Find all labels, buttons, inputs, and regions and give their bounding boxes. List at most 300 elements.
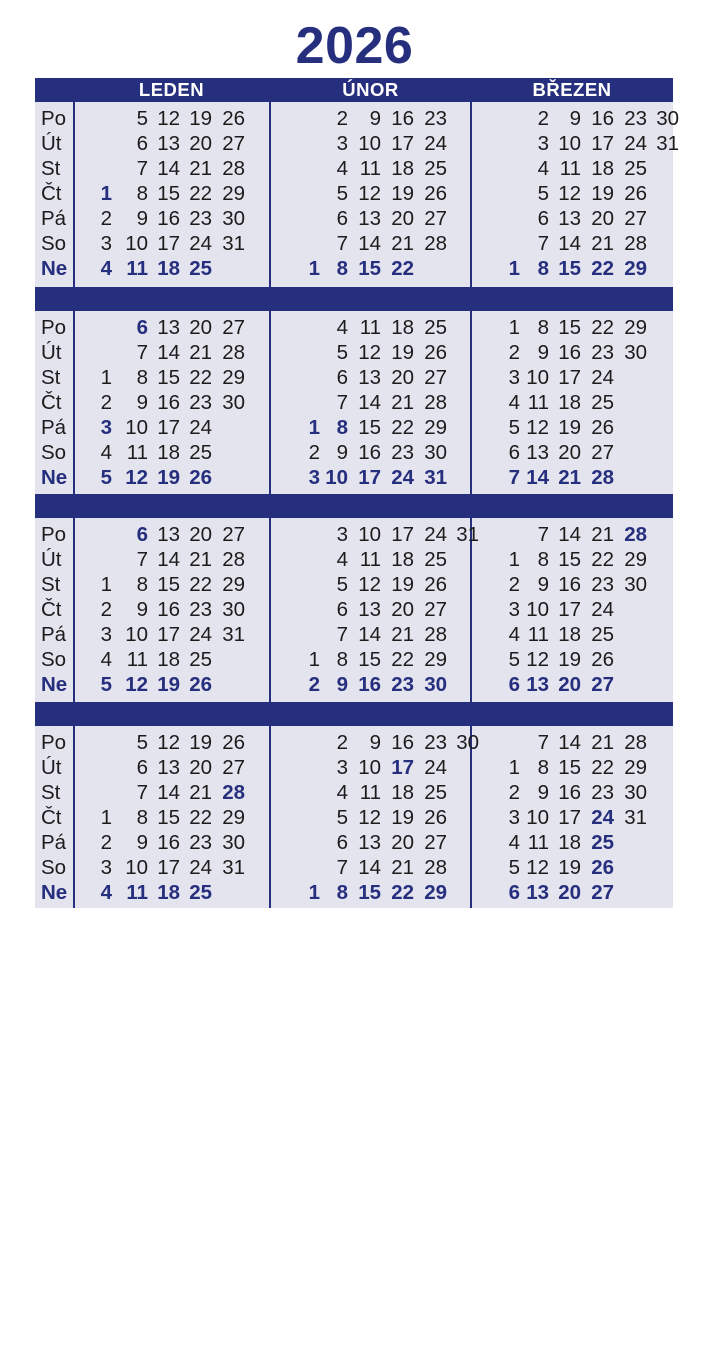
day-number: 7 bbox=[537, 523, 549, 546]
day-number: 13 bbox=[358, 831, 381, 854]
day-number: 20 bbox=[189, 523, 212, 546]
day-number: 29 bbox=[424, 881, 447, 904]
day-number: 24 bbox=[189, 856, 212, 879]
day-number: 15 bbox=[157, 366, 180, 389]
day-number: 19 bbox=[157, 673, 180, 696]
day-number: 13 bbox=[526, 673, 549, 696]
day-number: 2 bbox=[508, 573, 520, 596]
day-number: 11 bbox=[126, 881, 148, 904]
day-number: 27 bbox=[424, 207, 447, 230]
weekday-label: Ne bbox=[41, 466, 68, 489]
day-number: 4 bbox=[100, 257, 112, 280]
day-number: 18 bbox=[391, 781, 414, 804]
day-number: 17 bbox=[358, 466, 381, 489]
month-name: BŘEZEN bbox=[532, 79, 612, 100]
day-number: 9 bbox=[136, 831, 148, 854]
day-number: 9 bbox=[136, 598, 148, 621]
weekday-label: Po bbox=[41, 523, 67, 546]
day-number: 26 bbox=[222, 731, 245, 754]
day-number: 23 bbox=[424, 731, 447, 754]
day-number: 12 bbox=[526, 856, 549, 879]
day-number: 28 bbox=[624, 523, 647, 546]
day-number: 20 bbox=[558, 673, 581, 696]
day-number: 12 bbox=[157, 731, 180, 754]
weekday-label: St bbox=[41, 781, 61, 804]
day-number: 19 bbox=[391, 182, 414, 205]
day-number: 3 bbox=[336, 523, 348, 546]
day-number: 20 bbox=[189, 316, 212, 339]
day-number: 26 bbox=[424, 182, 447, 205]
day-number: 28 bbox=[222, 157, 245, 180]
day-number: 6 bbox=[136, 316, 148, 339]
day-number: 17 bbox=[157, 416, 180, 439]
day-number: 24 bbox=[189, 416, 212, 439]
day-number: 2 bbox=[100, 207, 112, 230]
day-number: 2 bbox=[508, 781, 520, 804]
day-number: 24 bbox=[424, 523, 447, 546]
day-number: 29 bbox=[624, 756, 647, 779]
day-number: 16 bbox=[391, 107, 414, 130]
day-number: 25 bbox=[591, 391, 614, 414]
day-number: 23 bbox=[591, 573, 614, 596]
day-number: 5 bbox=[336, 182, 348, 205]
day-number: 25 bbox=[189, 648, 212, 671]
day-number: 11 bbox=[527, 623, 549, 646]
day-number: 3 bbox=[537, 132, 549, 155]
day-number: 17 bbox=[591, 132, 614, 155]
day-number: 8 bbox=[336, 648, 348, 671]
day-number: 22 bbox=[391, 881, 414, 904]
day-number: 10 bbox=[325, 466, 348, 489]
day-number: 16 bbox=[591, 107, 614, 130]
day-number: 2 bbox=[336, 107, 348, 130]
day-number: 14 bbox=[558, 523, 581, 546]
day-number: 28 bbox=[222, 341, 245, 364]
day-number: 11 bbox=[126, 441, 148, 464]
day-number: 10 bbox=[558, 132, 581, 155]
day-number: 14 bbox=[358, 856, 381, 879]
day-number: 11 bbox=[126, 648, 148, 671]
day-number: 27 bbox=[624, 207, 647, 230]
day-number: 18 bbox=[157, 648, 180, 671]
day-number: 31 bbox=[424, 466, 447, 489]
weekday-label: Čt bbox=[41, 806, 62, 829]
day-number: 18 bbox=[558, 391, 581, 414]
day-number: 20 bbox=[391, 598, 414, 621]
column-divider bbox=[269, 311, 271, 494]
day-number: 8 bbox=[136, 573, 148, 596]
day-number: 15 bbox=[157, 182, 180, 205]
day-number: 16 bbox=[358, 673, 381, 696]
day-number: 12 bbox=[526, 648, 549, 671]
day-number: 26 bbox=[424, 573, 447, 596]
day-number: 6 bbox=[336, 598, 348, 621]
day-number: 5 bbox=[537, 182, 549, 205]
day-number: 25 bbox=[624, 157, 647, 180]
weekday-label: Ne bbox=[41, 257, 68, 280]
weekday-label: St bbox=[41, 366, 61, 389]
calendar-grid bbox=[35, 78, 679, 1348]
day-number: 8 bbox=[136, 806, 148, 829]
day-number: 21 bbox=[591, 731, 614, 754]
day-number: 19 bbox=[391, 573, 414, 596]
day-number: 5 bbox=[336, 573, 348, 596]
day-number: 1 bbox=[100, 366, 112, 389]
day-number: 23 bbox=[624, 107, 647, 130]
column-divider bbox=[73, 311, 75, 494]
day-number: 16 bbox=[558, 573, 581, 596]
day-number: 27 bbox=[424, 598, 447, 621]
day-number: 13 bbox=[157, 756, 180, 779]
day-number: 8 bbox=[136, 366, 148, 389]
day-number: 28 bbox=[624, 232, 647, 255]
day-number: 30 bbox=[222, 598, 245, 621]
day-number: 24 bbox=[591, 366, 614, 389]
day-number: 30 bbox=[456, 731, 479, 754]
day-number: 18 bbox=[591, 157, 614, 180]
day-number: 14 bbox=[157, 548, 180, 571]
day-number: 15 bbox=[558, 257, 581, 280]
day-number: 14 bbox=[358, 391, 381, 414]
weekday-label: Ne bbox=[41, 881, 68, 904]
day-number: 11 bbox=[527, 831, 549, 854]
day-number: 19 bbox=[157, 466, 180, 489]
day-number: 7 bbox=[336, 391, 348, 414]
day-number: 24 bbox=[424, 132, 447, 155]
day-number: 13 bbox=[526, 441, 549, 464]
day-number: 16 bbox=[558, 341, 581, 364]
day-number: 19 bbox=[591, 182, 614, 205]
day-number: 29 bbox=[624, 257, 647, 280]
day-number: 6 bbox=[508, 673, 520, 696]
day-number: 17 bbox=[157, 623, 180, 646]
day-number: 9 bbox=[537, 781, 549, 804]
day-number: 20 bbox=[391, 366, 414, 389]
day-number: 11 bbox=[359, 548, 381, 571]
day-number: 20 bbox=[591, 207, 614, 230]
day-number: 17 bbox=[391, 756, 414, 779]
weekday-label: Čt bbox=[41, 598, 62, 621]
day-number: 12 bbox=[125, 673, 148, 696]
day-number: 25 bbox=[591, 831, 614, 854]
day-number: 7 bbox=[508, 466, 520, 489]
column-divider bbox=[269, 102, 271, 287]
day-number: 29 bbox=[424, 648, 447, 671]
weekday-label: Pá bbox=[41, 416, 67, 439]
day-number: 18 bbox=[391, 157, 414, 180]
day-number: 14 bbox=[358, 623, 381, 646]
day-number: 17 bbox=[558, 806, 581, 829]
day-number: 25 bbox=[424, 548, 447, 571]
day-number: 18 bbox=[558, 623, 581, 646]
day-number: 5 bbox=[508, 648, 520, 671]
day-number: 23 bbox=[189, 207, 212, 230]
day-number: 15 bbox=[558, 316, 581, 339]
day-number: 13 bbox=[358, 207, 381, 230]
day-number: 9 bbox=[136, 207, 148, 230]
day-number: 1 bbox=[308, 648, 320, 671]
day-number: 6 bbox=[537, 207, 549, 230]
day-number: 7 bbox=[336, 623, 348, 646]
weekday-label: Út bbox=[41, 132, 62, 155]
day-number: 30 bbox=[222, 207, 245, 230]
weekday-label: St bbox=[41, 573, 61, 596]
month-header-band bbox=[35, 287, 673, 311]
day-number: 14 bbox=[157, 341, 180, 364]
day-number: 7 bbox=[136, 157, 148, 180]
day-number: 13 bbox=[558, 207, 581, 230]
weekday-label: So bbox=[41, 856, 67, 879]
day-number: 26 bbox=[591, 416, 614, 439]
day-number: 27 bbox=[424, 366, 447, 389]
day-number: 9 bbox=[369, 731, 381, 754]
day-number: 18 bbox=[157, 257, 180, 280]
day-number: 27 bbox=[222, 756, 245, 779]
day-number: 22 bbox=[591, 756, 614, 779]
day-number: 9 bbox=[136, 391, 148, 414]
day-number: 22 bbox=[391, 257, 414, 280]
day-number: 18 bbox=[391, 316, 414, 339]
day-number: 28 bbox=[424, 232, 447, 255]
day-number: 30 bbox=[624, 341, 647, 364]
day-number: 8 bbox=[537, 548, 549, 571]
day-number: 13 bbox=[358, 366, 381, 389]
day-number: 8 bbox=[336, 416, 348, 439]
day-number: 31 bbox=[456, 523, 479, 546]
month-name: SRPEN bbox=[337, 911, 404, 932]
day-number: 8 bbox=[136, 182, 148, 205]
day-number: 8 bbox=[537, 756, 549, 779]
day-number: 21 bbox=[189, 157, 212, 180]
day-number: 23 bbox=[591, 341, 614, 364]
day-number: 19 bbox=[391, 341, 414, 364]
month-name: ÚNOR bbox=[342, 79, 399, 100]
day-number: 29 bbox=[624, 548, 647, 571]
day-number: 29 bbox=[222, 182, 245, 205]
day-number: 22 bbox=[189, 182, 212, 205]
day-number: 4 bbox=[508, 391, 520, 414]
day-number: 31 bbox=[222, 623, 245, 646]
month-name: LISTOPAD bbox=[322, 1327, 419, 1348]
weekday-label: St bbox=[41, 157, 61, 180]
day-number: 14 bbox=[526, 466, 549, 489]
day-number: 3 bbox=[100, 623, 112, 646]
day-number: 22 bbox=[391, 416, 414, 439]
day-number: 30 bbox=[424, 441, 447, 464]
day-number: 14 bbox=[157, 781, 180, 804]
column-divider bbox=[269, 518, 271, 702]
day-number: 17 bbox=[391, 132, 414, 155]
day-number: 31 bbox=[656, 132, 679, 155]
day-number: 28 bbox=[591, 466, 614, 489]
weekday-label: Pá bbox=[41, 207, 67, 230]
day-number: 27 bbox=[591, 441, 614, 464]
weekday-label: So bbox=[41, 232, 67, 255]
month-name: ČERVENEC bbox=[118, 911, 225, 932]
day-number: 15 bbox=[157, 806, 180, 829]
day-number: 24 bbox=[424, 756, 447, 779]
day-number: 10 bbox=[125, 232, 148, 255]
day-number: 10 bbox=[125, 856, 148, 879]
day-number: 13 bbox=[157, 132, 180, 155]
day-number: 26 bbox=[624, 182, 647, 205]
day-number: 4 bbox=[336, 157, 348, 180]
day-number: 1 bbox=[508, 316, 520, 339]
weekday-label: So bbox=[41, 648, 67, 671]
day-number: 15 bbox=[358, 257, 381, 280]
day-number: 15 bbox=[558, 756, 581, 779]
day-number: 12 bbox=[558, 182, 581, 205]
day-number: 31 bbox=[624, 806, 647, 829]
day-number: 10 bbox=[526, 366, 549, 389]
day-number: 17 bbox=[157, 232, 180, 255]
day-number: 4 bbox=[336, 548, 348, 571]
day-number: 27 bbox=[591, 881, 614, 904]
day-number: 25 bbox=[424, 781, 447, 804]
month-header-band bbox=[35, 78, 673, 102]
day-number: 23 bbox=[189, 391, 212, 414]
day-number: 2 bbox=[100, 391, 112, 414]
day-number: 13 bbox=[157, 316, 180, 339]
day-number: 26 bbox=[591, 648, 614, 671]
day-number: 5 bbox=[336, 806, 348, 829]
day-number: 5 bbox=[100, 466, 112, 489]
day-number: 8 bbox=[336, 257, 348, 280]
day-number: 15 bbox=[157, 573, 180, 596]
column-divider bbox=[73, 102, 75, 287]
day-number: 21 bbox=[591, 232, 614, 255]
weekday-label: Po bbox=[41, 316, 67, 339]
day-number: 22 bbox=[189, 573, 212, 596]
day-number: 19 bbox=[558, 648, 581, 671]
day-number: 25 bbox=[424, 157, 447, 180]
day-number: 2 bbox=[537, 107, 549, 130]
day-number: 2 bbox=[308, 441, 320, 464]
day-number: 14 bbox=[558, 232, 581, 255]
day-number: 31 bbox=[222, 856, 245, 879]
day-number: 5 bbox=[136, 107, 148, 130]
day-number: 21 bbox=[391, 391, 414, 414]
month-name: ZÁŘÍ bbox=[549, 911, 595, 932]
day-number: 23 bbox=[391, 673, 414, 696]
day-number: 12 bbox=[358, 573, 381, 596]
day-number: 28 bbox=[424, 391, 447, 414]
day-number: 15 bbox=[358, 416, 381, 439]
day-number: 27 bbox=[591, 673, 614, 696]
day-number: 12 bbox=[358, 806, 381, 829]
day-number: 4 bbox=[537, 157, 549, 180]
day-number: 25 bbox=[424, 316, 447, 339]
day-number: 16 bbox=[157, 598, 180, 621]
day-number: 2 bbox=[508, 341, 520, 364]
day-number: 21 bbox=[391, 623, 414, 646]
day-number: 24 bbox=[591, 598, 614, 621]
day-number: 3 bbox=[100, 416, 112, 439]
day-number: 27 bbox=[424, 831, 447, 854]
day-number: 19 bbox=[558, 416, 581, 439]
day-number: 10 bbox=[526, 598, 549, 621]
day-number: 22 bbox=[189, 366, 212, 389]
day-number: 3 bbox=[508, 806, 520, 829]
day-number: 11 bbox=[527, 391, 549, 414]
day-number: 30 bbox=[222, 391, 245, 414]
day-number: 3 bbox=[100, 856, 112, 879]
day-number: 17 bbox=[558, 366, 581, 389]
day-number: 25 bbox=[189, 257, 212, 280]
column-divider bbox=[470, 102, 472, 287]
day-number: 8 bbox=[537, 257, 549, 280]
day-number: 1 bbox=[100, 182, 112, 205]
day-number: 27 bbox=[222, 316, 245, 339]
day-number: 22 bbox=[391, 648, 414, 671]
day-number: 28 bbox=[424, 856, 447, 879]
day-number: 20 bbox=[391, 207, 414, 230]
day-number: 22 bbox=[189, 806, 212, 829]
day-number: 16 bbox=[358, 441, 381, 464]
day-number: 10 bbox=[125, 623, 148, 646]
month-name: ŘÍJEN bbox=[143, 1327, 200, 1348]
day-number: 11 bbox=[359, 316, 381, 339]
day-number: 7 bbox=[136, 548, 148, 571]
day-number: 28 bbox=[222, 781, 245, 804]
day-number: 24 bbox=[591, 806, 614, 829]
day-number: 18 bbox=[157, 441, 180, 464]
day-number: 1 bbox=[308, 416, 320, 439]
day-number: 26 bbox=[424, 341, 447, 364]
day-number: 4 bbox=[100, 881, 112, 904]
day-number: 13 bbox=[358, 598, 381, 621]
day-number: 10 bbox=[358, 132, 381, 155]
day-number: 6 bbox=[508, 441, 520, 464]
day-number: 6 bbox=[136, 132, 148, 155]
day-number: 21 bbox=[189, 781, 212, 804]
day-number: 16 bbox=[157, 207, 180, 230]
day-number: 25 bbox=[189, 881, 212, 904]
day-number: 23 bbox=[189, 598, 212, 621]
day-number: 19 bbox=[189, 731, 212, 754]
day-number: 28 bbox=[424, 623, 447, 646]
weekday-label: Čt bbox=[41, 391, 62, 414]
day-number: 15 bbox=[558, 548, 581, 571]
day-number: 2 bbox=[308, 673, 320, 696]
day-number: 16 bbox=[558, 781, 581, 804]
day-number: 7 bbox=[136, 781, 148, 804]
day-number: 1 bbox=[308, 257, 320, 280]
day-number: 5 bbox=[100, 673, 112, 696]
weekday-label: Út bbox=[41, 548, 62, 571]
day-number: 17 bbox=[157, 856, 180, 879]
day-number: 19 bbox=[391, 806, 414, 829]
day-number: 19 bbox=[558, 856, 581, 879]
day-number: 2 bbox=[336, 731, 348, 754]
day-number: 4 bbox=[336, 316, 348, 339]
day-number: 29 bbox=[222, 806, 245, 829]
weekday-label: Ne bbox=[41, 673, 68, 696]
day-number: 16 bbox=[391, 731, 414, 754]
day-number: 21 bbox=[189, 341, 212, 364]
day-number: 30 bbox=[656, 107, 679, 130]
day-number: 12 bbox=[526, 416, 549, 439]
day-number: 26 bbox=[189, 466, 212, 489]
day-number: 8 bbox=[336, 881, 348, 904]
day-number: 18 bbox=[391, 548, 414, 571]
column-divider bbox=[73, 518, 75, 702]
day-number: 22 bbox=[591, 548, 614, 571]
weekday-label: Pá bbox=[41, 831, 67, 854]
day-number: 6 bbox=[336, 207, 348, 230]
day-number: 20 bbox=[558, 881, 581, 904]
day-number: 21 bbox=[558, 466, 581, 489]
